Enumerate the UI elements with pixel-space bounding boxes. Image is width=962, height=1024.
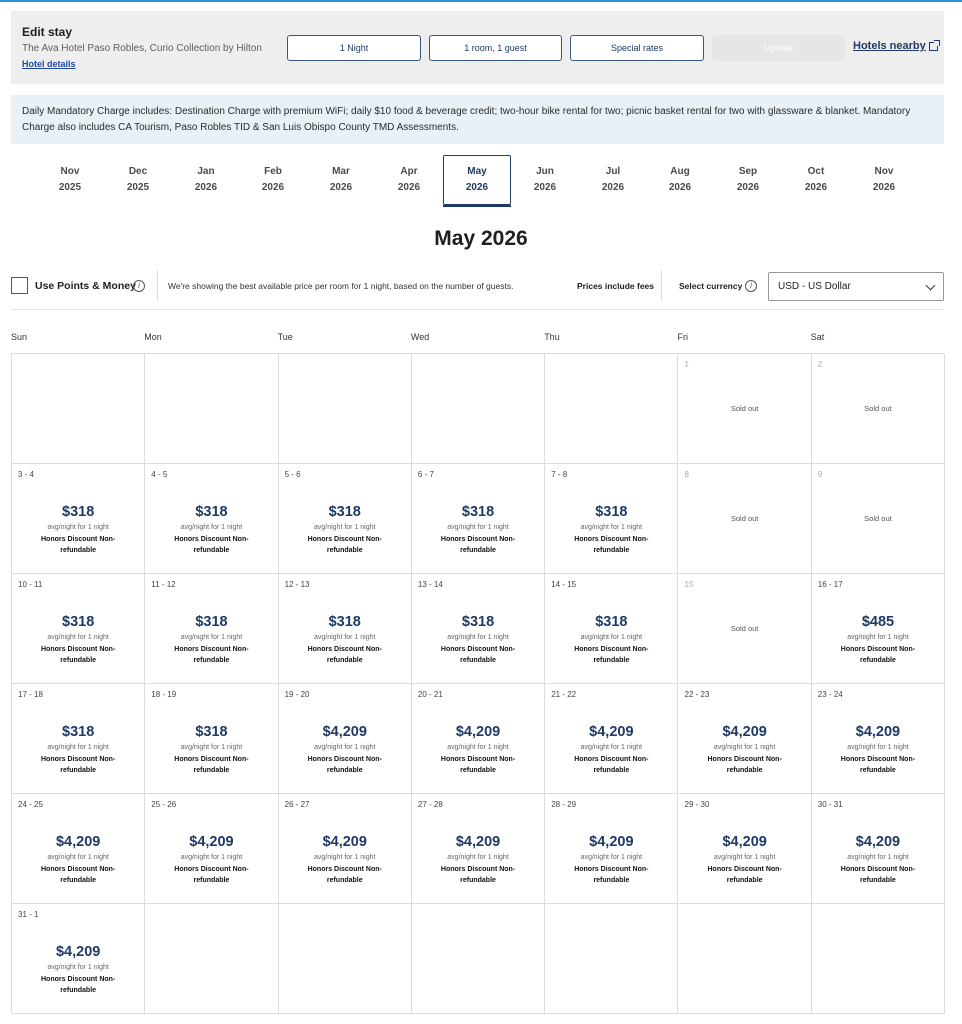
calendar-day-cell[interactable]: [12, 794, 145, 904]
special-rates-button[interactable]: Special rates: [570, 35, 704, 61]
currency-select[interactable]: [768, 272, 944, 301]
month-tab[interactable]: [646, 155, 714, 205]
info-icon[interactable]: i: [133, 280, 145, 292]
edit-stay-title: Edit stay: [22, 25, 73, 39]
avg-night-note: avg/night for 1 night: [447, 634, 509, 641]
hotels-nearby-link[interactable]: [853, 40, 938, 52]
avg-night-note: avg/night for 1 night: [313, 634, 376, 641]
avg-night-note: avg/night for 1 night: [47, 744, 109, 751]
rate-name: Honors Discount Non-refundable: [840, 866, 916, 884]
avg-night-note: avg/night for 1 night: [580, 854, 643, 861]
rate-name: Honors Discount Non-refundable: [307, 756, 382, 774]
month-year: 2026: [601, 182, 625, 193]
month-year: 2026: [261, 182, 285, 193]
avg-night-note: avg/night for 1 night: [447, 854, 509, 861]
date-range: 10 - 11: [18, 580, 43, 589]
rate-name: Honors Discount Non-refundable: [174, 756, 249, 774]
month-tab[interactable]: [375, 155, 443, 205]
nightly-price: $318: [195, 724, 228, 740]
calendar-empty-cell: [545, 904, 678, 1014]
nightly-price: $318: [195, 504, 228, 520]
avg-night-note: avg/night for 1 night: [313, 744, 376, 751]
nightly-price: $4,209: [322, 834, 367, 850]
calendar-day-cell[interactable]: [279, 684, 412, 794]
calendar-day-cell[interactable]: [279, 794, 412, 904]
sold-out-label: Sold out: [730, 404, 759, 413]
rate-name: Honors Discount Non-refundable: [440, 866, 516, 884]
weekday-label: Mon: [144, 332, 162, 342]
month-name: Dec: [128, 166, 148, 177]
calendar-day-cell[interactable]: [679, 684, 812, 794]
date-range: 17 - 18: [18, 690, 43, 699]
avg-night-note: avg/night for 1 night: [47, 854, 109, 861]
price-note: We're showing the best available price per room for 1 night, based on the number of guests.: [168, 281, 514, 291]
date-range: 3 - 4: [18, 470, 35, 479]
rate-name: Honors Discount Non-refundable: [41, 646, 116, 664]
calendar-day-cell[interactable]: [545, 464, 678, 574]
date-range: 5 - 6: [284, 470, 301, 479]
rate-name: Honors Discount Non-refundable: [574, 646, 649, 664]
date-range: 6 - 7: [417, 470, 434, 479]
rate-name: Honors Discount Non-refundable: [307, 536, 382, 554]
date-range: 9: [817, 470, 823, 479]
month-tab[interactable]: [443, 155, 511, 205]
hotel-name: The Ava Hotel Paso Robles, Curio Collection by Hilton: [22, 43, 262, 54]
date-range: 29 - 30: [684, 800, 710, 809]
divider: [661, 270, 662, 301]
date-range: 18 - 19: [151, 690, 177, 699]
date-range: 21 - 22: [551, 690, 577, 699]
nightly-price: $4,209: [322, 724, 367, 740]
avg-night-note: avg/night for 1 night: [47, 634, 109, 641]
avg-night-note: avg/night for 1 night: [180, 854, 243, 861]
nightly-price: $4,209: [55, 834, 101, 850]
calendar-empty-cell: [12, 354, 145, 464]
date-range: 7 - 8: [551, 470, 568, 479]
date-range: 25 - 26: [151, 800, 177, 809]
rate-name: Honors Discount Non-refundable: [41, 866, 116, 884]
calendar-day-cell: [812, 354, 945, 464]
nightly-price: $485: [861, 614, 895, 630]
weekday-label: Sun: [11, 332, 28, 342]
month-name: Oct: [807, 166, 825, 177]
calendar-day-cell[interactable]: [545, 574, 678, 684]
nightly-price: $4,209: [55, 944, 101, 960]
weekday-label: Wed: [410, 332, 430, 342]
date-range: 26 - 27: [284, 800, 310, 809]
calendar-day-cell[interactable]: [679, 794, 812, 904]
calendar-day-cell[interactable]: [812, 684, 945, 794]
divider: [11, 309, 944, 310]
avg-night-note: avg/night for 1 night: [180, 744, 243, 751]
nightly-price: $4,209: [589, 834, 634, 850]
date-range: 14 - 15: [551, 580, 577, 589]
month-year: 2026: [668, 182, 692, 193]
date-range: 30 - 31: [817, 800, 843, 809]
avg-night-note: avg/night for 1 night: [713, 744, 776, 751]
avg-night-note: avg/night for 1 night: [447, 524, 509, 531]
calendar-day-cell[interactable]: [279, 574, 412, 684]
month-year: 2026: [736, 182, 760, 193]
nightly-price: $318: [461, 504, 495, 520]
weekday-header: [11, 332, 944, 346]
calendar-day-cell[interactable]: [12, 464, 145, 574]
avg-night-note: avg/night for 1 night: [313, 524, 376, 531]
month-year: 2026: [804, 182, 828, 193]
date-range: 1: [684, 360, 689, 369]
month-tab[interactable]: [782, 155, 850, 205]
month-name: Aug: [670, 166, 690, 177]
month-name: May: [467, 166, 487, 177]
nightly-price: $318: [328, 614, 361, 630]
currency-info-icon[interactable]: i: [745, 280, 757, 292]
calendar-day-cell[interactable]: [545, 794, 678, 904]
weekday-label: Sat: [810, 332, 825, 342]
top-accent-line: [0, 0, 962, 2]
calendar-day-cell: [679, 354, 812, 464]
avg-night-note: avg/night for 1 night: [580, 744, 643, 751]
calendar-day-cell[interactable]: [12, 684, 145, 794]
month-name: Jun: [536, 166, 554, 177]
month-year: 2025: [58, 182, 82, 193]
month-year: 2026: [397, 182, 421, 193]
nightly-price: $4,209: [455, 834, 501, 850]
rate-name: Honors Discount Non-refundable: [574, 756, 649, 774]
calendar-day-cell[interactable]: [279, 464, 412, 574]
rate-name: Honors Discount Non-refundable: [174, 866, 249, 884]
month-year: 2026: [533, 182, 557, 193]
date-range: 13 - 14: [417, 580, 443, 589]
calendar-day-cell: [679, 464, 812, 574]
date-range: 28 - 29: [551, 800, 577, 809]
date-range: 31 - 1: [18, 910, 39, 919]
calendar-day-cell[interactable]: [412, 464, 545, 574]
rate-name: Honors Discount Non-refundable: [440, 646, 516, 664]
rate-name: Honors Discount Non-refundable: [707, 866, 782, 884]
mandatory-charge-notice: Daily Mandatory Charge includes: Destination Charge with premium WiFi; daily $10 food & beverage credit; two-hour bike rental for two; picnic basket rental for two with glassware & blanket. Mandatory Charge also includes CA Tourism, Paso Robles TID & San Luis Obispo County TMD Assessments.: [11, 95, 944, 144]
rate-name: Honors Discount Non-refundable: [707, 756, 782, 774]
rate-name: Honors Discount Non-refundable: [840, 756, 916, 774]
update-button[interactable]: Update: [712, 35, 845, 61]
date-range: 12 - 13: [284, 580, 310, 589]
month-year: 2026: [465, 182, 489, 193]
weekday-label: Tue: [277, 332, 293, 342]
nightly-price: $318: [62, 504, 95, 520]
calendar-day-cell[interactable]: [812, 574, 945, 684]
date-range: 2: [817, 360, 823, 369]
rate-name: Honors Discount Non-refundable: [574, 536, 649, 554]
date-range: 22 - 23: [684, 690, 710, 699]
currency-value: USD - US Dollar: [778, 281, 851, 292]
month-name: Feb: [264, 166, 282, 177]
month-year: 2026: [329, 182, 353, 193]
nightly-price: $4,209: [722, 834, 767, 850]
nightly-price: $4,209: [722, 724, 767, 740]
avg-night-note: avg/night for 1 night: [313, 854, 376, 861]
month-tab[interactable]: [579, 155, 647, 205]
nightly-price: $318: [62, 614, 95, 630]
calendar-title: May 2026: [434, 227, 528, 250]
weekday-label: Fri: [677, 332, 688, 342]
nightly-price: $318: [461, 614, 495, 630]
avg-night-note: avg/night for 1 night: [47, 524, 109, 531]
avg-night-note: avg/night for 1 night: [447, 744, 509, 751]
hotels-nearby-label: Hotels nearby: [853, 40, 926, 52]
month-name: Mar: [332, 166, 350, 177]
avg-night-note: avg/night for 1 night: [847, 854, 909, 861]
sold-out-label: Sold out: [730, 624, 759, 633]
sold-out-label: Sold out: [864, 404, 892, 413]
date-range: 8: [684, 470, 689, 479]
nightly-price: $4,209: [455, 724, 501, 740]
avg-night-note: avg/night for 1 night: [47, 964, 109, 971]
month-tab[interactable]: [36, 155, 104, 205]
month-tab[interactable]: [511, 155, 579, 205]
calendar-empty-cell: [279, 904, 412, 1014]
avg-night-note: avg/night for 1 night: [847, 744, 909, 751]
calendar-day-cell[interactable]: [12, 574, 145, 684]
date-range: 20 - 21: [417, 690, 443, 699]
nights-button[interactable]: 1 Night: [287, 35, 421, 61]
calendar-empty-cell: [412, 904, 545, 1014]
avg-night-note: avg/night for 1 night: [580, 524, 643, 531]
calendar-day-cell[interactable]: [545, 684, 678, 794]
month-year: 2026: [872, 182, 896, 193]
month-selector: [11, 155, 944, 205]
month-tab[interactable]: [239, 155, 307, 205]
calendar-empty-cell: [545, 354, 678, 464]
calendar-day-cell[interactable]: [412, 794, 545, 904]
rate-name: Honors Discount Non-refundable: [41, 536, 116, 554]
avg-night-note: avg/night for 1 night: [847, 634, 909, 641]
select-currency-label: Select currency: [679, 281, 743, 291]
nightly-price: $4,209: [589, 724, 634, 740]
rate-name: Honors Discount Non-refundable: [41, 976, 116, 994]
calendar-day-cell[interactable]: [145, 574, 278, 684]
prices-include-fees: Prices include fees: [577, 281, 655, 291]
weekday-label: Thu: [544, 332, 560, 342]
sold-out-label: Sold out: [864, 514, 892, 523]
date-range: 16 - 17: [817, 580, 843, 589]
date-range: 23 - 24: [817, 690, 843, 699]
month-tab[interactable]: [172, 155, 240, 205]
divider: [157, 270, 158, 301]
nightly-price: $318: [62, 724, 95, 740]
avg-night-note: avg/night for 1 night: [180, 524, 243, 531]
calendar-empty-cell: [279, 354, 412, 464]
date-range: 27 - 28: [417, 800, 443, 809]
nightly-price: $318: [595, 614, 628, 630]
calendar-day-cell[interactable]: [412, 684, 545, 794]
calendar-empty-cell: [145, 904, 278, 1014]
avg-night-note: avg/night for 1 night: [180, 634, 243, 641]
rooms-guests-button[interactable]: 1 room, 1 guest: [429, 35, 562, 61]
calendar-empty-cell: [679, 904, 812, 1014]
calendar-empty-cell: [812, 904, 945, 1014]
month-name: Nov: [60, 166, 80, 177]
date-range: 11 - 12: [151, 580, 176, 589]
nightly-price: $318: [328, 504, 361, 520]
rate-name: Honors Discount Non-refundable: [174, 646, 249, 664]
calendar-day-cell[interactable]: [145, 794, 278, 904]
rate-name: Honors Discount Non-refundable: [41, 756, 116, 774]
external-link-icon: [929, 42, 938, 51]
month-name: Apr: [400, 166, 418, 177]
rate-name: Honors Discount Non-refundable: [440, 756, 516, 774]
month-name: Sep: [738, 166, 758, 177]
date-range: 24 - 25: [18, 800, 43, 809]
calendar-day-cell: [679, 574, 812, 684]
month-tab[interactable]: [714, 155, 782, 205]
calendar-day-cell: [812, 464, 945, 574]
nightly-price: $318: [595, 504, 628, 520]
calendar-day-cell[interactable]: [812, 794, 945, 904]
date-range: 19 - 20: [284, 690, 310, 699]
date-range: 15: [684, 580, 694, 589]
calendar-day-cell[interactable]: [412, 574, 545, 684]
nightly-price: $4,209: [189, 834, 234, 850]
month-tab[interactable]: [104, 155, 172, 205]
rate-name: Honors Discount Non-refundable: [307, 646, 382, 664]
month-name: Nov: [874, 166, 894, 177]
nightly-price: $4,209: [855, 724, 901, 740]
month-year: 2025: [126, 182, 150, 193]
rate-name: Honors Discount Non-refundable: [840, 646, 916, 664]
use-points-label: Use Points & Money: [35, 280, 136, 292]
calendar-day-cell[interactable]: [145, 684, 278, 794]
calendar-day-cell[interactable]: [12, 904, 145, 1014]
month-name: Jan: [197, 166, 215, 177]
calendar-grid: [11, 353, 944, 1013]
month-tab[interactable]: [307, 155, 375, 205]
chevron-down-icon: [926, 281, 936, 291]
calendar-empty-cell: [412, 354, 545, 464]
use-points-checkbox[interactable]: [11, 277, 28, 294]
sold-out-label: Sold out: [730, 514, 759, 523]
rate-name: Honors Discount Non-refundable: [307, 866, 382, 884]
calendar-empty-cell: [145, 354, 278, 464]
nightly-price: $318: [195, 614, 228, 630]
rate-name: Honors Discount Non-refundable: [574, 866, 649, 884]
month-year: 2026: [194, 182, 218, 193]
avg-night-note: avg/night for 1 night: [713, 854, 776, 861]
month-name: Jul: [605, 166, 621, 177]
avg-night-note: avg/night for 1 night: [580, 634, 643, 641]
date-range: 4 - 5: [151, 470, 168, 479]
rate-name: Honors Discount Non-refundable: [440, 536, 516, 554]
edit-stay-bar: [11, 11, 944, 84]
rate-name: Honors Discount Non-refundable: [174, 536, 249, 554]
hotel-details-link[interactable]: Hotel details: [22, 59, 76, 69]
month-tab[interactable]: [850, 155, 918, 205]
nightly-price: $4,209: [855, 834, 901, 850]
calendar-day-cell[interactable]: [145, 464, 278, 574]
